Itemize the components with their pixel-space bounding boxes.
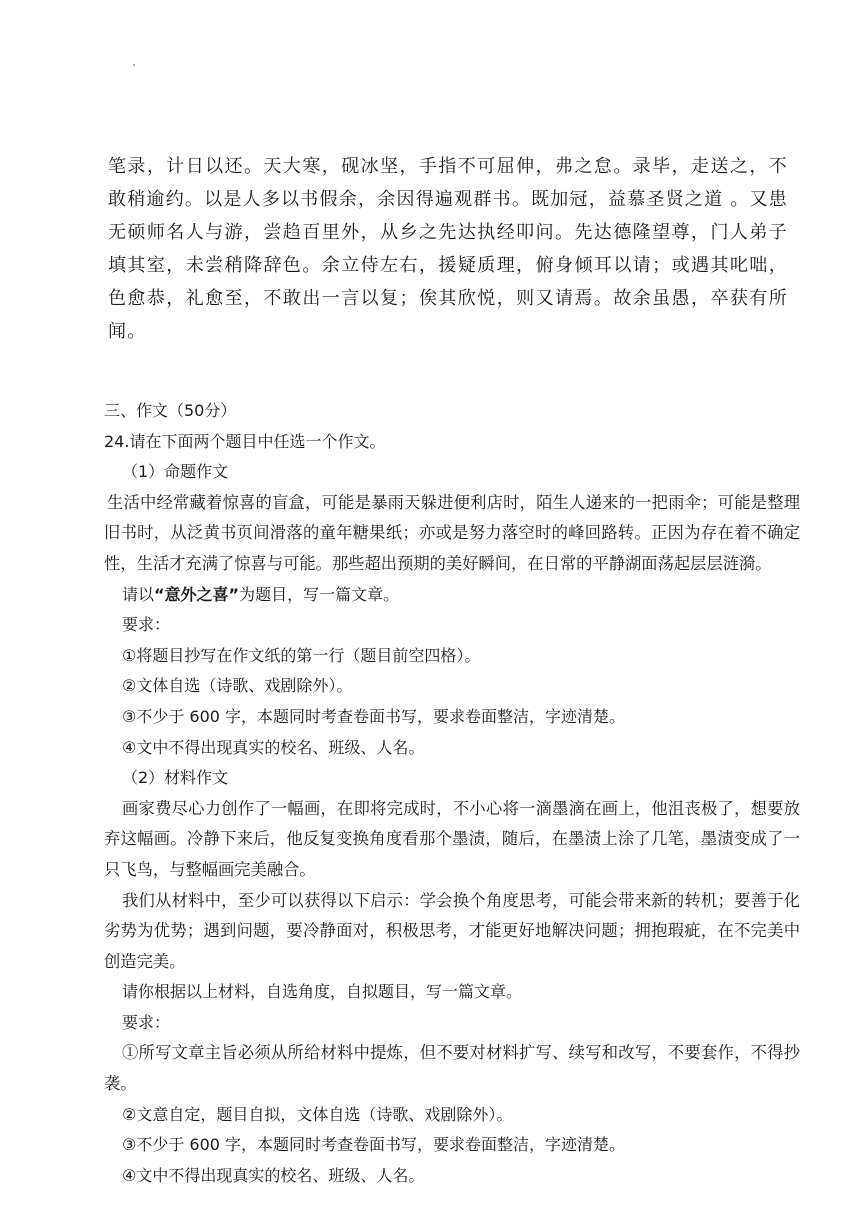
part1-material	[104, 488, 800, 580]
part2-req-label: 要求：	[122, 1012, 171, 1032]
part2-req-4: ④文中不得出现真实的校名、班级、人名。	[122, 1165, 425, 1185]
part2-req-3: ③不少于 600 字，本题同时考查卷面书写，要求卷面整洁，字迹清楚。	[122, 1135, 626, 1155]
part1-req-2: ②文体自选（诗歌、戏剧除外）。	[122, 676, 353, 696]
part2-req-2: ②文意自定，题目自拟，文体自选（诗歌、戏剧除外）。	[122, 1104, 513, 1124]
question-text: 24.请在下面两个题目中任选一个作文。	[104, 431, 386, 451]
part2-material: 画家费尽心力创作了一幅画，在即将完成时，不小心将一滴墨滴在画上，他沮丧极了，想要放弃这幅画。冷静下来后，他反复变换角度看那个墨渍，随后，在墨渍上涂了几笔，墨渍变成了一只飞鸟，与整幅画完美融合。	[104, 798, 800, 879]
part1-req-label: 要求：	[122, 615, 171, 635]
section-title: 三、作文（50分）	[104, 401, 237, 420]
part1-req-4: ④文中不得出现真实的校名、班级、人名。	[122, 737, 425, 757]
part2-req-1: ①所写文章主旨必须从所给材料中提炼，但不要对材料扩写、续写和改写，不要套作，不得抄袭。	[104, 1043, 800, 1094]
part2-inspiration: 我们从材料中，至少可以获得以下启示：学会换个角度思考，可能会带来新的转机；要善于化劣势为优势；遇到问题，要冷静面对，积极思考，才能更好地解决问题；拥抱瑕疵，在不完美中创造完美。	[104, 890, 800, 971]
part1-material-text: 生活中经常藏着惊喜的盲盒，可能是暴雨天躲进便利店时，陌生人递来的一把雨伞；可能是整理旧书时，从泛黄书页间滑落的童年糖果纸；亦或是努力落空时的峰回路转。正因为存在着不确定性，生活才充满了惊喜与可能。那些超出预期的美好瞬间，在日常的平静湖面荡起层层涟漪。	[104, 492, 800, 573]
part1-req-1: ①将题目抄写在作文纸的第一行（题目前空四格）。	[122, 645, 481, 665]
part1-prompt-suffix: 为题目，写一篇文章。	[239, 584, 400, 604]
part1-prompt	[104, 580, 800, 611]
part2-heading: （2）材料作文	[122, 768, 229, 788]
passage-paragraph: 笔录，计日以还。天大寒，砚冰坚，手指不可屈伸，弗之怠。录毕，走送之，不敢稍逾约。以是人多以书假余，余因得遍观群书。既加冠，益慕圣贤之道 。又患无硕师名人与游，尝趋百里外，从乡之先达执经叩问。先达德隆望尊，门人弟子填其室，未尝稍降辞色。余立侍左右，援疑质理，俯身倾耳以请；或遇其叱咄，色愈恭，礼愈至，不敢出一言以复；俟其欣悦，则又请焉。故余虽愚，卒获有所闻。	[108, 156, 788, 342]
classical-passage	[108, 150, 788, 348]
part1-heading: （1）命题作文	[122, 462, 229, 482]
part1-prompt-prefix: 请以	[122, 584, 155, 604]
part2-prompt: 请你根据以上材料，自选角度，自拟题目，写一篇文章。	[122, 982, 523, 1002]
part1-req-3: ③不少于 600 字，本题同时考查卷面书写，要求卷面整洁，字迹清楚。	[122, 706, 626, 726]
scan-speck	[133, 64, 135, 66]
composition-section	[104, 396, 800, 1191]
part1-prompt-title: “意外之喜”	[154, 584, 240, 604]
